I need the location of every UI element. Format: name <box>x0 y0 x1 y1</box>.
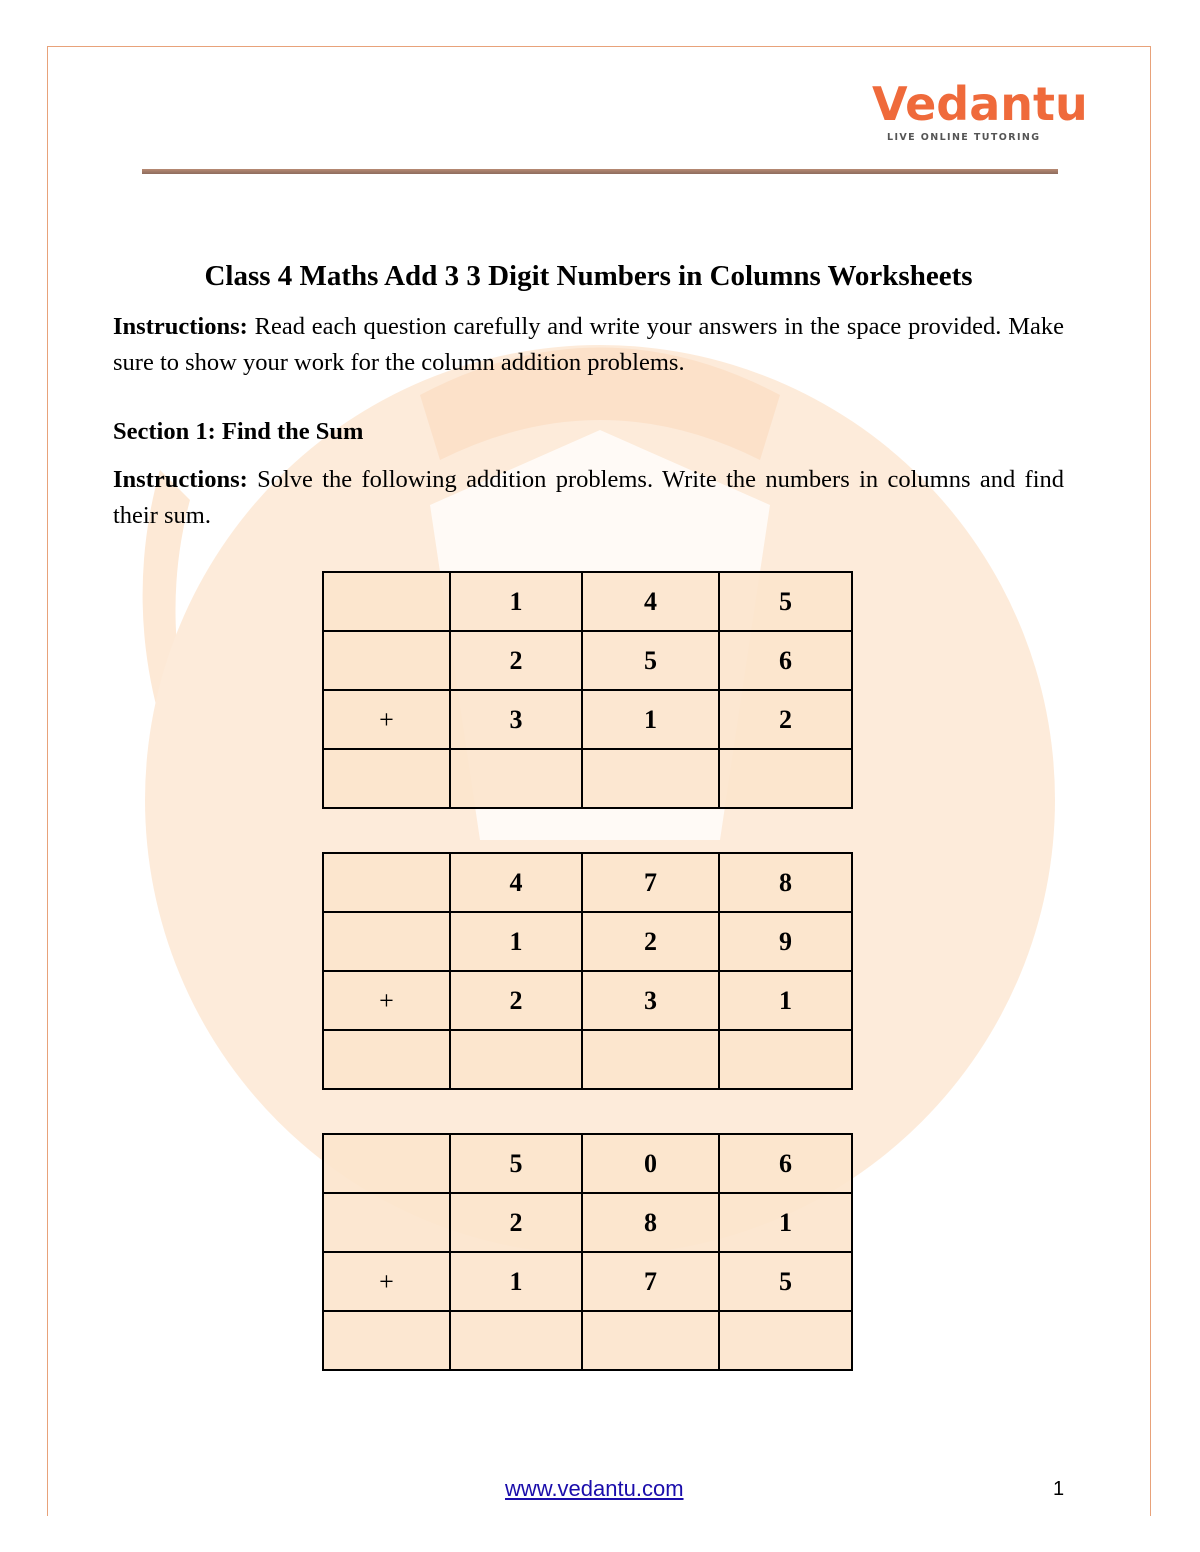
intro-label: Instructions: <box>113 313 248 340</box>
answer-cell[interactable] <box>582 1311 719 1370</box>
table-cell: 8 <box>582 1193 719 1252</box>
table-cell: 2 <box>719 690 852 749</box>
table-cell: 2 <box>450 631 582 690</box>
table-row <box>323 631 852 690</box>
table-cell: 1 <box>719 1193 852 1252</box>
table-cell <box>323 912 450 971</box>
table-cell: 7 <box>582 1252 719 1311</box>
section-heading: Section 1: Find the Sum <box>113 418 364 445</box>
answer-cell[interactable] <box>582 749 719 808</box>
table-cell: 5 <box>719 1252 852 1311</box>
page-number: 1 <box>1053 1478 1065 1500</box>
addition-table-2 <box>322 852 853 1090</box>
answer-cell[interactable] <box>450 1030 582 1089</box>
table-cell: 5 <box>582 631 719 690</box>
table-cell: 3 <box>450 690 582 749</box>
vedantu-logo <box>872 77 1088 150</box>
answer-row <box>323 1311 852 1370</box>
answer-row <box>323 749 852 808</box>
table-cell <box>323 1134 450 1193</box>
answer-cell[interactable] <box>450 1311 582 1370</box>
intro-instructions <box>113 309 1064 381</box>
intro-text: Read each question carefully and write your answers in the space provided. Make sure to show your work for the column addition problems. <box>113 313 1064 376</box>
table-row <box>323 690 852 749</box>
answer-cell[interactable] <box>323 749 450 808</box>
answer-cell[interactable] <box>450 749 582 808</box>
answer-cell[interactable] <box>719 749 852 808</box>
table-row <box>323 971 852 1030</box>
answer-cell[interactable] <box>582 1030 719 1089</box>
table-cell: 4 <box>450 853 582 912</box>
answer-cell[interactable] <box>719 1030 852 1089</box>
table-row <box>323 912 852 971</box>
table-cell: 2 <box>582 912 719 971</box>
table-cell: 6 <box>719 631 852 690</box>
table-cell: 7 <box>582 853 719 912</box>
table-row <box>323 1252 852 1311</box>
table-cell: 5 <box>719 572 852 631</box>
addition-table-3 <box>322 1133 853 1371</box>
table-cell: 1 <box>450 572 582 631</box>
table-cell <box>323 1193 450 1252</box>
table-row <box>323 572 852 631</box>
section-instructions <box>113 462 1064 534</box>
table-cell: 1 <box>582 690 719 749</box>
table-cell: 0 <box>582 1134 719 1193</box>
plus-sign: + <box>323 971 450 1030</box>
table-cell: 1 <box>450 1252 582 1311</box>
logo-tagline: LIVE ONLINE TUTORING <box>887 132 1041 143</box>
plus-sign: + <box>323 1252 450 1311</box>
section-instructions-label: Instructions: <box>113 466 248 493</box>
table-cell[interactable] <box>323 572 450 631</box>
table-cell: 1 <box>719 971 852 1030</box>
table-row <box>323 1134 852 1193</box>
table-cell: 2 <box>450 971 582 1030</box>
plus-sign: + <box>323 690 450 749</box>
table-cell: 1 <box>450 912 582 971</box>
table-row <box>323 1193 852 1252</box>
addition-table-1 <box>322 571 853 809</box>
answer-cell[interactable] <box>323 1030 450 1089</box>
table-cell: 2 <box>450 1193 582 1252</box>
table-cell: 5 <box>450 1134 582 1193</box>
table-cell: 4 <box>582 572 719 631</box>
footer-website-link[interactable]: www.vedantu.com <box>505 1476 684 1501</box>
header-rule <box>142 169 1058 174</box>
section-instructions-text: Solve the following addition problems. Write the numbers in columns and find their sum. <box>113 466 1064 529</box>
answer-cell[interactable] <box>323 1311 450 1370</box>
table-cell <box>323 853 450 912</box>
table-cell: 8 <box>719 853 852 912</box>
table-cell: 9 <box>719 912 852 971</box>
table-cell: 6 <box>719 1134 852 1193</box>
answer-cell[interactable] <box>719 1311 852 1370</box>
table-row <box>323 853 852 912</box>
table-cell <box>323 631 450 690</box>
logo-wordmark: Vedantu <box>872 77 1088 131</box>
answer-row <box>323 1030 852 1089</box>
page-title: Class 4 Maths Add 3 3 Digit Numbers in Columns Worksheets <box>204 260 973 292</box>
table-cell: 3 <box>582 971 719 1030</box>
